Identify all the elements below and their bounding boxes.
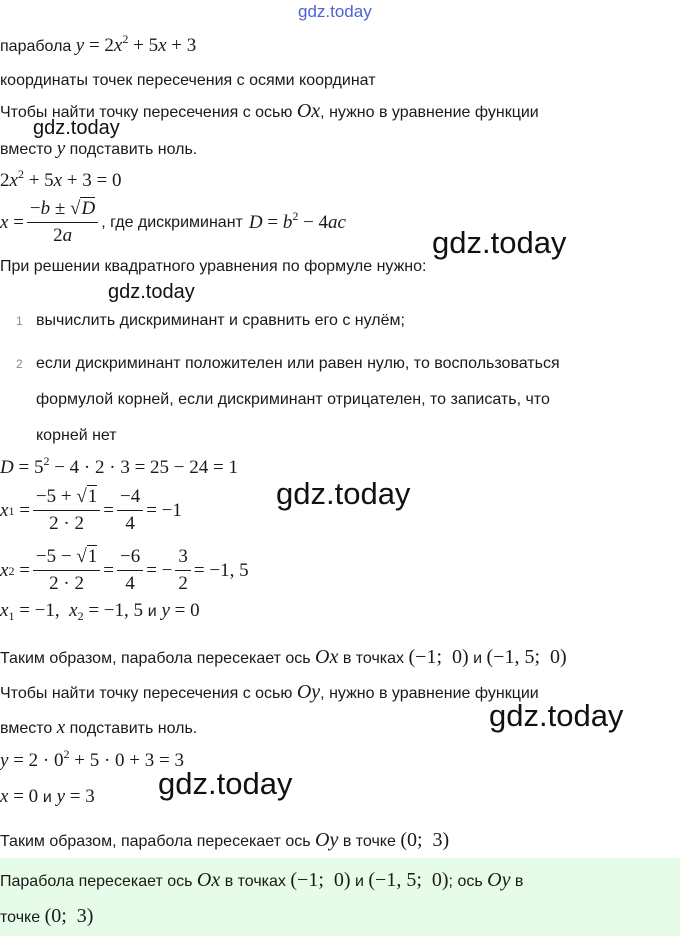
list-item-continuation: корней нет: [36, 427, 117, 444]
oy-intro-end: , нужно в уравнение функции: [320, 685, 539, 702]
watermark: gdz.today: [158, 766, 293, 801]
point-2: (−1, 5; 0): [368, 869, 449, 891]
ox-intro-line2b: подставить ноль.: [69, 141, 198, 158]
var-y: y: [56, 138, 66, 159]
point-1: (−1; 0): [408, 646, 469, 668]
roots-summary: $x_1 = -1$, $x_2 = -1$, 5 и y = 0: [0, 600, 200, 623]
root-formula: x = $\frac{-b \pm √D}{2a}$ , где дискриминант $D = b^2 - 4ac$: [0, 198, 346, 246]
parabola-label: парабола: [0, 38, 72, 55]
ox-conclusion-start: Таким образом, парабола пересекает ось: [0, 650, 311, 667]
quadratic-equation: $2x^2 + 5x + 3 = 0$: [0, 167, 122, 191]
list-item-text: если дискриминант положителен или равен нулю, то воспользоваться: [36, 355, 560, 372]
point-oy: (0; 3): [400, 829, 450, 851]
parabola-line: [0, 32, 197, 57]
watermark: gdz.today: [276, 476, 411, 511]
point-2: (−1, 5; 0): [486, 646, 567, 668]
oy-intro-line2a: вместо: [0, 720, 53, 737]
oy-intro-line1: [0, 682, 539, 704]
oy-conclusion: [0, 830, 449, 852]
answer-start: Парабола пересекает ось: [0, 873, 193, 890]
oy-point-values: x = 0 и y = 3: [0, 786, 95, 807]
answer-in: в: [514, 873, 524, 890]
and-word: и: [42, 789, 52, 806]
list-item: [16, 354, 560, 374]
watermark: gdz.today: [33, 117, 120, 139]
list-number: 1: [16, 314, 23, 328]
where-text: , где дискриминант: [101, 213, 243, 231]
var-x: x: [56, 717, 66, 738]
answer-line2: [0, 906, 93, 928]
point-oy: (0; 3): [44, 905, 94, 927]
watermark: gdz.today: [432, 225, 567, 260]
ox-conclusion: [0, 647, 567, 669]
ox-conclusion-mid: в точках: [342, 650, 405, 667]
answer-line2-text: точке: [0, 909, 41, 926]
ox-intro-start: Чтобы найти точку пересечения с осью: [0, 104, 293, 121]
root-x1-calc: x 1 = $\frac{-5 + √1}{2 \cdot 2}$ = $\frac{-4}{4}$ = −1: [0, 486, 182, 534]
oy-intro-line2b: подставить ноль.: [69, 720, 198, 737]
ox-intro-end: , нужно в уравнение функции: [320, 104, 539, 121]
solving-intro: При решении квадратного уравнения по формуле нужно:: [0, 258, 427, 275]
oy-intro-line2: [0, 718, 197, 739]
axis-oy: Oy: [315, 829, 339, 851]
answer-line1: [0, 870, 523, 892]
and-word: и: [147, 603, 157, 620]
and-word: и: [473, 650, 483, 667]
axis-ox: Ox: [315, 646, 339, 668]
axis-oy: Oy: [296, 681, 321, 703]
answer-box: [0, 858, 680, 936]
discriminant-calc: $D = 5^2 - 4 \cdot 2 \cdot 3 = 25 - 24 = 1$: [0, 454, 238, 478]
ox-intro-line2a: вместо: [0, 141, 53, 158]
root-fraction: $\frac{-b \pm √D}{2a}$: [27, 198, 98, 247]
oy-intro-start: Чтобы найти точку пересечения с осью: [0, 685, 293, 702]
watermark: gdz.today: [489, 698, 624, 733]
discriminant-formula: $D = b^2 - 4ac$: [248, 208, 346, 233]
list-item-text: вычислить дискриминант и сравнить его с нулём;: [36, 312, 405, 329]
watermark-top: gdz.today: [298, 2, 372, 21]
root-x2-calc: x 2 = $\frac{-5 - √1}{2 \cdot 2}$ = $\frac{-6}{4}$ = − $\frac{3}{2}$ = −1, 5: [0, 546, 249, 594]
intro-text: координаты точек пересечения с осями координат: [0, 72, 376, 89]
axis-ox: Ox: [296, 100, 321, 122]
axis-ox: Ox: [196, 869, 221, 891]
list-number: 2: [16, 357, 23, 371]
and-word: и: [355, 873, 364, 890]
answer-mid: в точках: [224, 873, 286, 890]
y-calc: $y = 2 \cdot 0^2 + 5 \cdot 0 + 3 = 3$: [0, 747, 184, 771]
watermark: gdz.today: [108, 281, 195, 303]
parabola-equation: $y = 2x^2 + 5x + 3$: [75, 32, 197, 56]
oy-conclusion-mid: в точке: [342, 833, 396, 850]
list-item-continuation: формулой корней, если дискриминант отрицателен, то записать, что: [36, 391, 550, 408]
list-item: [16, 311, 405, 331]
point-1: (−1; 0): [290, 869, 351, 891]
oy-conclusion-start: Таким образом, парабола пересекает ось: [0, 833, 311, 850]
answer-axis2: ; ось: [448, 873, 483, 890]
axis-oy: Oy: [487, 869, 511, 891]
ox-intro-line2: [0, 139, 197, 160]
